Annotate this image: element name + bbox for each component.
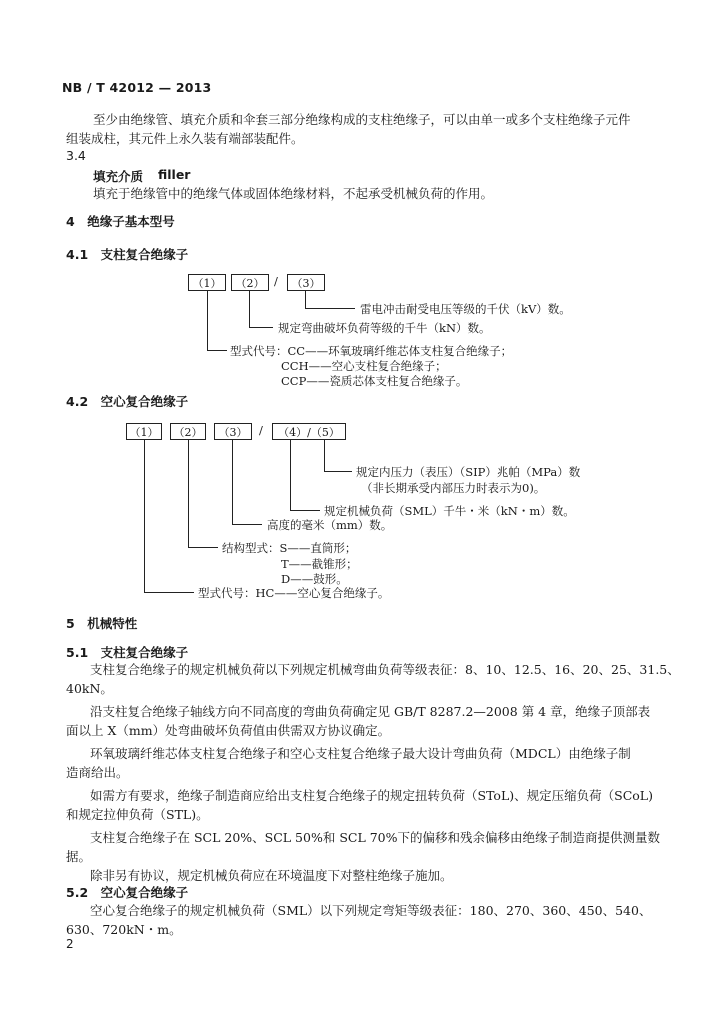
section-5-heading: 5 机械特性 bbox=[66, 616, 138, 631]
model-box-4-5: （4）/（5） bbox=[272, 423, 346, 440]
connector-line bbox=[290, 440, 291, 510]
annotation-bending-load: 规定弯曲破坏负荷等级的千牛（kN）数。 bbox=[278, 321, 491, 335]
s5-1-paragraph-1-cont: 40kN。 bbox=[66, 681, 113, 696]
s5-2-paragraph-1-cont: 630、720kN・m。 bbox=[66, 922, 182, 937]
connector-line bbox=[232, 440, 233, 524]
connector-line bbox=[207, 291, 208, 350]
model-box-2: （2） bbox=[170, 423, 206, 440]
annotation-type-ccp: CCP——瓷质芯体支柱复合绝缘子。 bbox=[281, 374, 468, 388]
connector-line bbox=[144, 592, 194, 593]
connector-line bbox=[232, 524, 262, 525]
s5-1-paragraph-4-cont: 和规定拉伸负荷（STL)。 bbox=[66, 807, 209, 822]
connector-line bbox=[144, 440, 145, 592]
s5-1-paragraph-5: 支柱复合绝缘子在 SCL 20%、SCL 50%和 SCL 70%下的偏移和残余偏移由绝缘子制造商提供测量数 bbox=[90, 830, 661, 845]
s5-1-paragraph-5-cont: 据。 bbox=[66, 849, 92, 864]
connector-line bbox=[290, 510, 320, 511]
term-filler-cn: 填充介质 bbox=[93, 169, 144, 184]
connector-line bbox=[305, 291, 306, 308]
s5-1-paragraph-2: 沿支柱复合绝缘子轴线方向不同高度的弯曲负荷确定见 GB/T 8287.2—2008 第 4 章，绝缘子顶部表 bbox=[90, 704, 651, 719]
section-5-1-heading: 5.1 支柱复合绝缘子 bbox=[66, 645, 189, 660]
section-4-1-heading: 4.1 支柱复合绝缘子 bbox=[66, 247, 189, 262]
connector-line bbox=[249, 327, 273, 328]
annotation-structure-d: D——鼓形。 bbox=[281, 572, 348, 586]
term-filler-definition: 填充于绝缘管中的绝缘气体或固体绝缘材料，不起承受机械负荷的作用。 bbox=[93, 186, 494, 201]
annotation-structure-t: T——截锥形； bbox=[281, 557, 358, 571]
s5-1-paragraph-1: 支柱复合绝缘子的规定机械负荷以下列规定机械弯曲负荷等级表征：8、10、12.5、16、20、25、31.5、 bbox=[90, 662, 680, 677]
connector-line bbox=[188, 440, 189, 547]
model-box-2: （2） bbox=[231, 274, 269, 291]
model-box-3: （3） bbox=[214, 423, 252, 440]
s5-1-paragraph-6: 除非另有协议，规定机械负荷应在环境温度下对整柱绝缘子施加。 bbox=[90, 868, 453, 883]
model-box-1: （1） bbox=[188, 274, 226, 291]
model-slash: / bbox=[259, 423, 263, 437]
connector-line bbox=[324, 440, 325, 471]
s5-1-paragraph-3-cont: 造商给出。 bbox=[66, 765, 129, 780]
annotation-internal-pressure: 规定内压力（表压）（SIP）兆帕（MPa）数 bbox=[356, 465, 581, 479]
s5-1-paragraph-4: 如需方有要求，绝缘子制造商应给出支柱复合绝缘子的规定扭转负荷（SToL)、规定压缩负荷（SCoL) bbox=[90, 788, 653, 803]
annotation-voltage: 雷电冲击耐受电压等级的千伏（kV）数。 bbox=[360, 302, 571, 316]
intro-line-2: 组装成柱，其元件上永久装有端部装配件。 bbox=[66, 131, 304, 146]
term-filler-en: filler bbox=[158, 167, 191, 182]
annotation-internal-pressure-note: （非长期承受内部压力时表示为0)。 bbox=[361, 481, 546, 495]
section-3-4-number: 3.4 bbox=[66, 148, 86, 163]
section-4-2-heading: 4.2 空心复合绝缘子 bbox=[66, 394, 189, 409]
section-4-heading: 4 绝缘子基本型号 bbox=[66, 214, 175, 229]
annotation-type-hc: 型式代号：HC——空心复合绝缘子。 bbox=[198, 586, 390, 600]
page-number: 2 bbox=[66, 937, 74, 951]
annotation-type-cch: CCH——空心支柱复合绝缘子； bbox=[281, 359, 447, 373]
model-box-1: （1） bbox=[126, 423, 162, 440]
intro-line-1: 至少由绝缘管、填充介质和伞套三部分绝缘构成的支柱绝缘子，可以由单一或多个支柱绝缘子元件 bbox=[93, 112, 631, 127]
annotation-sml: 规定机械负荷（SML）千牛・米（kN・m）数。 bbox=[324, 504, 575, 518]
connector-line bbox=[324, 471, 352, 472]
model-slash: / bbox=[274, 274, 278, 288]
document-header: NB / T 42012 — 2013 bbox=[62, 80, 212, 95]
connector-line bbox=[188, 547, 218, 548]
model-box-3: （3） bbox=[287, 274, 325, 291]
s5-1-paragraph-2-cont: 面以上 X（mm）处弯曲破坏负荷值由供需双方协议确定。 bbox=[66, 723, 391, 738]
connector-line bbox=[207, 350, 227, 351]
connector-line bbox=[249, 291, 250, 327]
annotation-structure-s: 结构型式：S——直筒形； bbox=[222, 541, 357, 555]
s5-1-paragraph-3: 环氧玻璃纤维芯体支柱复合绝缘子和空心支柱复合绝缘子最大设计弯曲负荷（MDCL）由绝缘子制 bbox=[90, 746, 631, 761]
annotation-type-cc: 型式代号：CC——环氧玻璃纤维芯体支柱复合绝缘子； bbox=[230, 344, 513, 358]
section-5-2-heading: 5.2 空心复合绝缘子 bbox=[66, 885, 189, 900]
s5-2-paragraph-1: 空心复合绝缘子的规定机械负荷（SML）以下列规定弯矩等级表征：180、270、360、450、540、 bbox=[90, 903, 652, 918]
connector-line bbox=[305, 308, 355, 309]
annotation-height: 高度的毫米（mm）数。 bbox=[267, 518, 393, 532]
